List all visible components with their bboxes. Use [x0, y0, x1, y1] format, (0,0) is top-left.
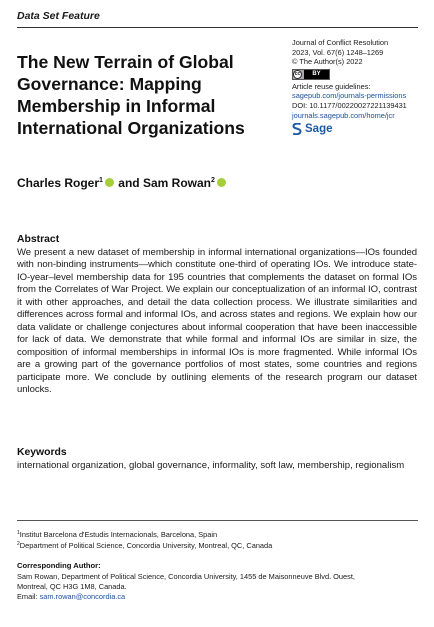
reuse-guidelines-link[interactable]: sagepub.com/journals-permissions — [292, 91, 407, 101]
sage-logo — [292, 123, 426, 135]
corresponding-author-details — [17, 572, 417, 601]
affiliation-item — [17, 530, 217, 539]
corresponding-address-line: Montreal, QC H3G 1M8, Canada. — [17, 581, 127, 591]
header-divider — [17, 27, 418, 28]
section-label: Data Set Feature — [17, 10, 100, 22]
affiliation-item — [17, 541, 272, 550]
copyright-line: © The Author(s) 2022 — [292, 57, 363, 67]
email-label: Email: — [17, 591, 38, 601]
corresponding-author-heading: Corresponding Author: — [17, 561, 101, 570]
publisher-name: Sage — [305, 123, 333, 136]
corresponding-email-line — [17, 592, 417, 602]
affiliation-marker: 2 — [210, 177, 215, 184]
creative-commons-icon: cc — [294, 70, 301, 77]
article-title: The New Terrain of Global Governance: Mapping Membership in Informal International Organizations — [17, 52, 245, 138]
author-line — [17, 176, 227, 190]
affiliation-text: Institut Barcelona d'Estudis Internacionals, Barcelona, Spain — [19, 530, 218, 539]
doi-line[interactable]: DOI: 10.1177/00220027221139431 — [292, 100, 407, 110]
reuse-guidelines-label: Article reuse guidelines: — [292, 81, 371, 91]
author-name[interactable]: Charles Roger — [17, 176, 100, 190]
keywords-text: international organization, global governance, informality, soft law, membership, regionalism — [17, 460, 405, 471]
keywords-heading: Keywords — [17, 447, 67, 458]
journal-info-sidebar — [292, 38, 426, 135]
email-link[interactable]: sam.rowan@concordia.ca — [39, 591, 126, 601]
orcid-icon[interactable] — [217, 178, 226, 187]
abstract-text: We present a new dataset of membership in informal international organizations—IOs founded with non-binding instruments—which constitute one-third of operating IOs. We introduce state-IO-year–level membership data for 195 countries that complements the dataset on formal IOs from the Correlates of War Project. We explain our conceptualization of an informal IO, contrast it with other approaches, and detail the data collection process. We illustrate similarities and differences across formal and informal IOs, and across states and regions. We explain how our data validate or challenge conjectures about informal cooperation that have been inaccessible for lack of data. We demonstrate that while formal and informal IOs are similar in size, the composition of informal memberships in informal IOs is more fragmented. While informal IOs are a growing part of the governance portfolios of most states, some countries and regions participate more. We conclude by outlining elements of the research program our dataset unlocks. — [17, 247, 417, 395]
orcid-icon[interactable] — [105, 178, 114, 187]
cc-license-badge[interactable] — [292, 69, 330, 80]
affiliation-marker: 1 — [99, 177, 103, 184]
author-name[interactable]: Sam Rowan — [142, 176, 211, 190]
affiliation-marker: 1 — [17, 530, 20, 536]
corresponding-address-line: Sam Rowan, Department of Political Science, Concordia University, 1455 de Maisonneuve Blvd. Ouest, — [17, 572, 355, 581]
affiliation-text: Department of Political Science, Concordia University, Montreal, QC, Canada — [19, 541, 273, 550]
abstract-heading: Abstract — [17, 234, 60, 245]
journal-home-link[interactable]: journals.sagepub.com/home/jcr — [292, 110, 395, 120]
cc-by-label: BY — [304, 70, 329, 79]
journal-name: Journal of Conflict Resolution — [292, 38, 389, 47]
footnote-divider — [17, 520, 418, 521]
volume-info: 2023, Vol. 67(6) 1248–1269 — [292, 47, 384, 57]
sage-logo-icon — [292, 123, 302, 135]
affiliation-marker: 2 — [17, 541, 20, 547]
author-conjunction: and — [118, 176, 140, 190]
